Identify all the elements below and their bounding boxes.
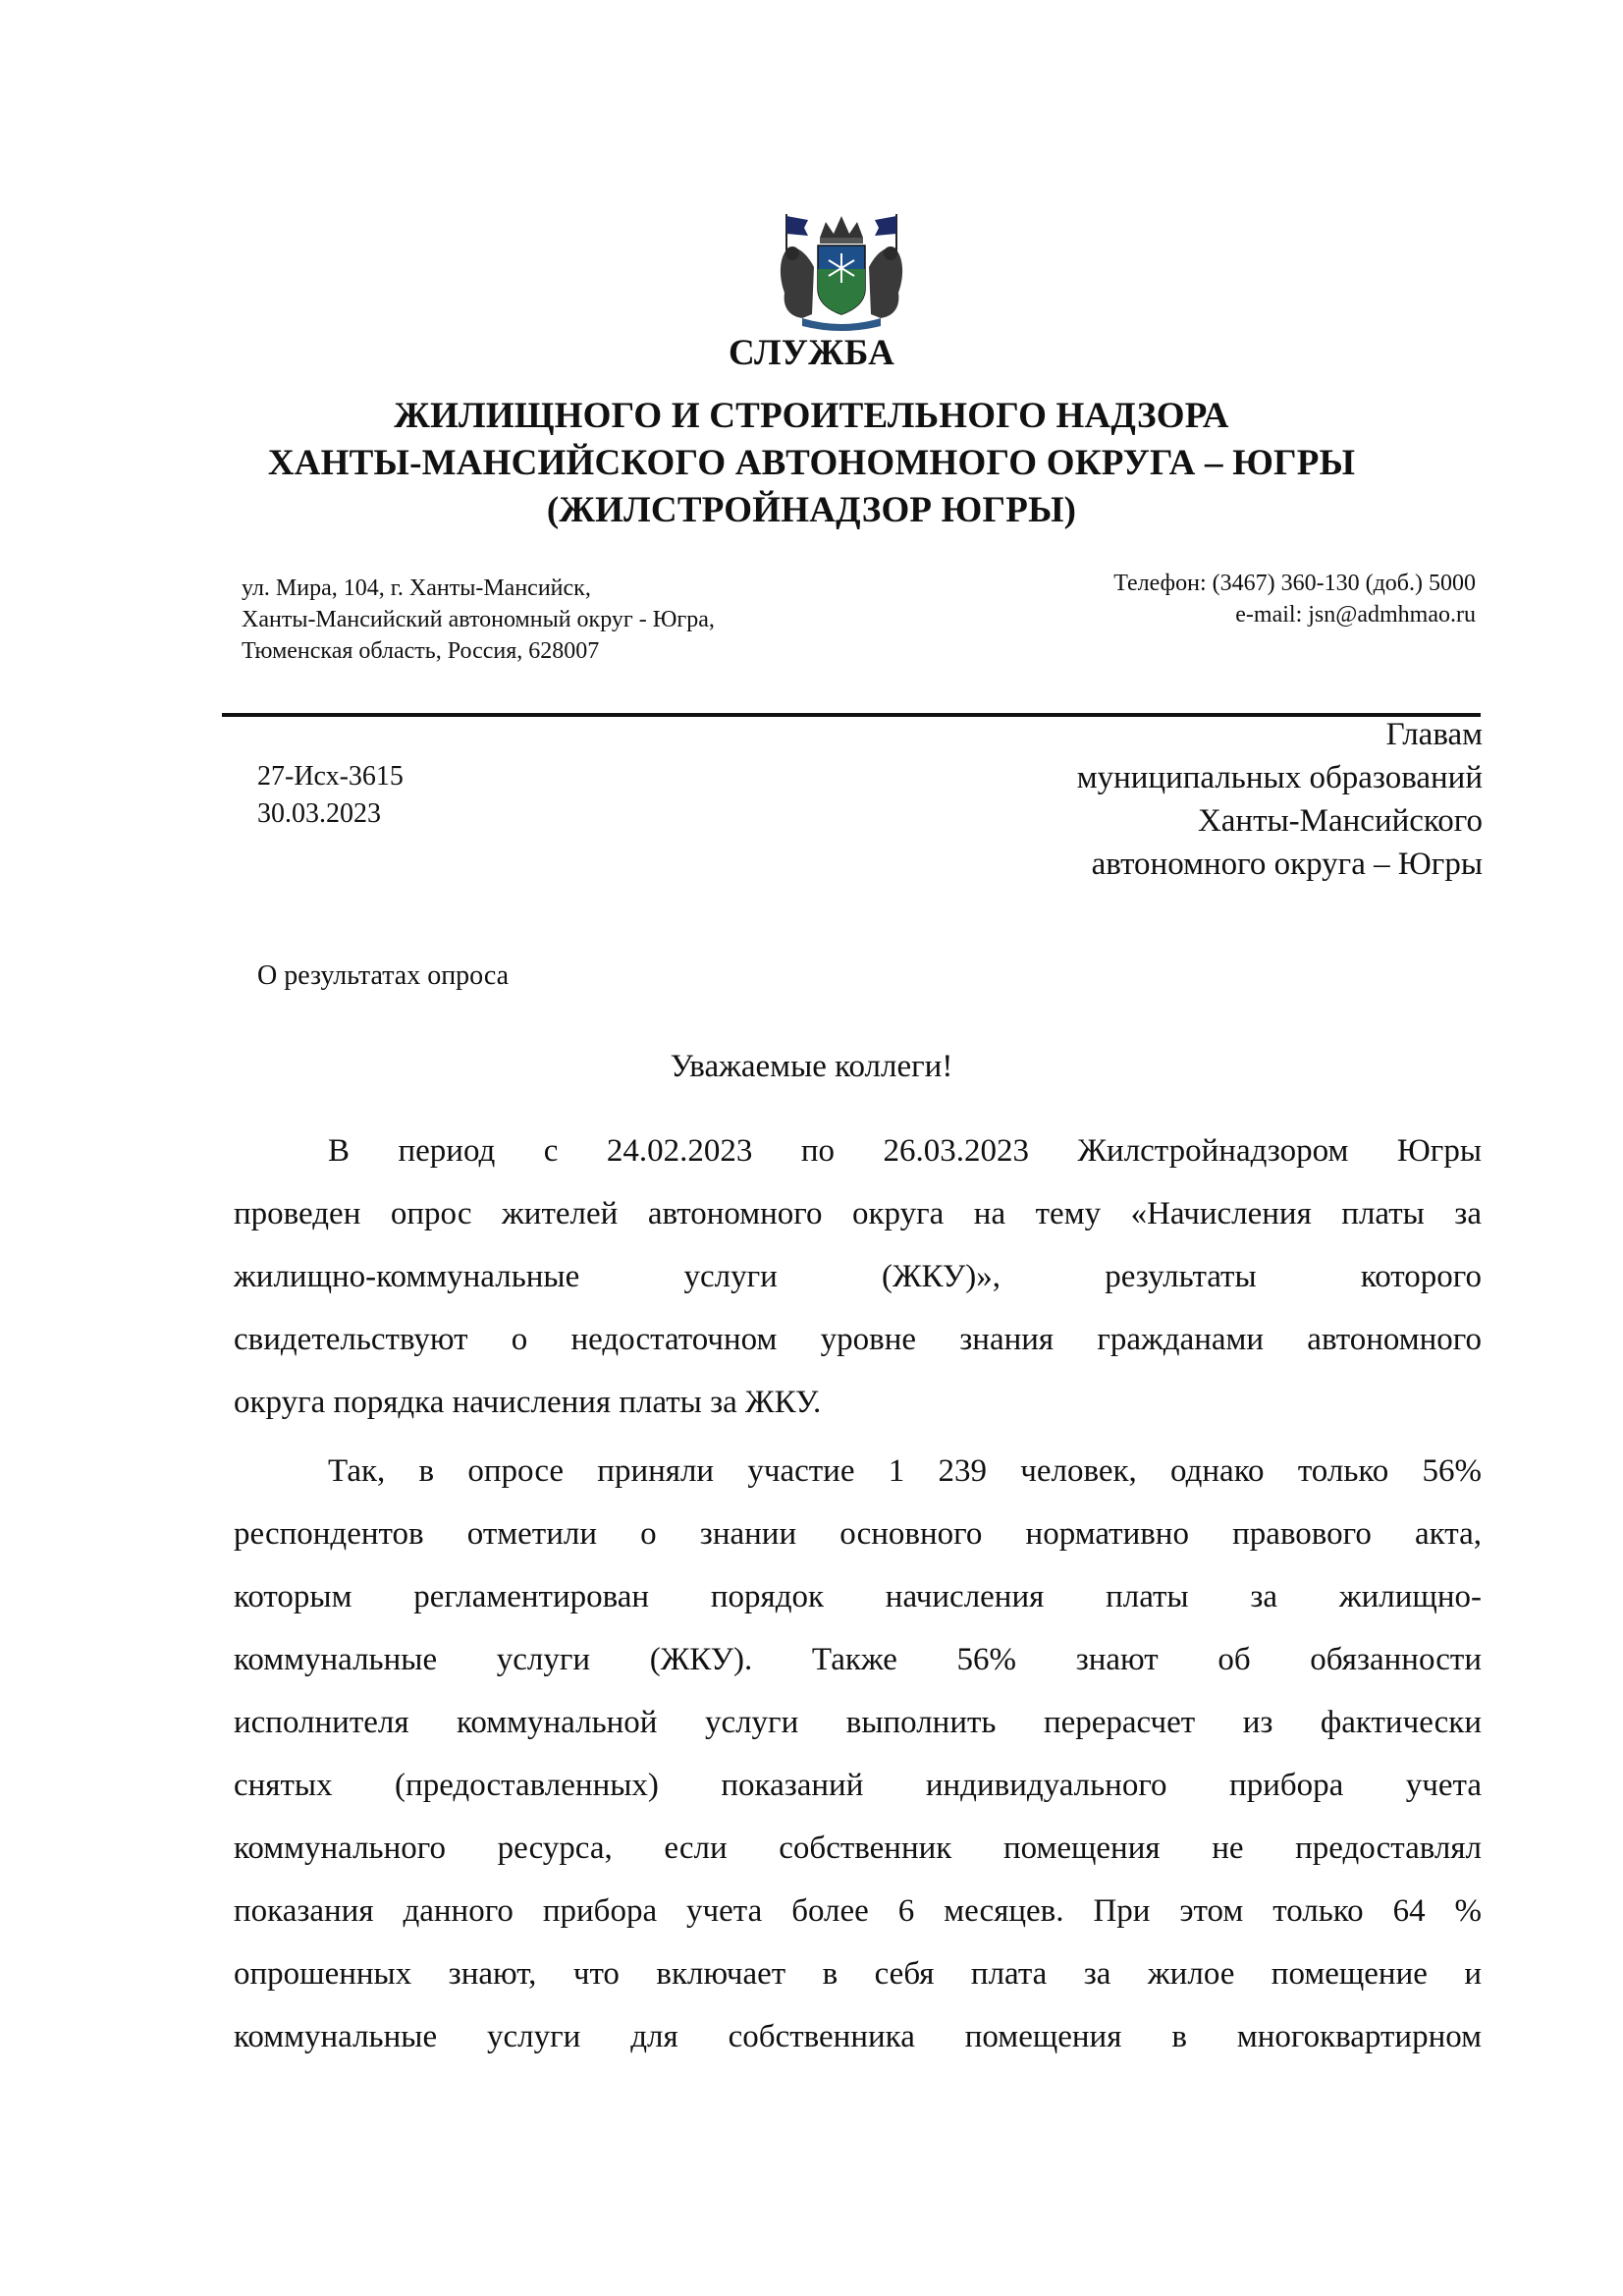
address-line: Ханты-Мансийский автономный округ - Югра, (242, 607, 715, 632)
postal-address (242, 573, 715, 667)
body-paragraph (234, 1440, 1482, 2068)
paragraph-line: коммунальные услуги для собственника помещения в многоквартирном (234, 2019, 1482, 2054)
organization-name-line: ЖИЛИЩНОГО И СТРОИТЕЛЬНОГО НАДЗОРА (394, 396, 1229, 436)
paragraph-line: снятых (предоставленных) показаний индивидуального прибора учета (234, 1768, 1482, 1803)
addressee-line: Главам (1385, 717, 1483, 752)
phone-number: Телефон: (3467) 360-130 (доб.) 5000 (1113, 571, 1476, 596)
organization-name (0, 330, 1623, 534)
letter-subject: О результатах опроса (257, 960, 510, 991)
paragraph-line: В период с 24.02.2023 по 26.03.2023 Жилстройнадзором Югры (328, 1133, 1482, 1169)
paragraph-line: коммунального ресурса, если собственник помещения не предоставлял (234, 1831, 1482, 1866)
organization-name-line: ХАНТЫ-МАНСИЙСКОГО АВТОНОМНОГО ОКРУГА – ЮГРЫ (267, 443, 1356, 483)
email-address: e-mail: jsn@admhmao.ru (1235, 602, 1476, 628)
organization-name-line: СЛУЖБА (728, 333, 894, 373)
registration-block (257, 758, 404, 833)
addressee-line: муниципальных образований (1076, 760, 1483, 795)
paragraph-line: проведен опрос жителей автономного округа на тему «Начисления платы за (234, 1196, 1482, 1231)
addressee-line: Ханты-Мансийского (1197, 803, 1483, 839)
addressee-block (1077, 713, 1483, 886)
paragraph-line: респондентов отметили о знании основного нормативно правового акта, (234, 1516, 1482, 1552)
paragraph-line: исполнителя коммунальной услуги выполнить перерасчет из фактически (234, 1705, 1482, 1740)
paragraph-line: свидетельствуют о недостаточном уровне знания гражданами автономного (234, 1322, 1482, 1357)
paragraph-line: жилищно-коммунальные услуги (ЖКУ)», результаты которого (234, 1259, 1482, 1294)
paragraph-line: округа порядка начисления платы за ЖКУ. (234, 1385, 822, 1420)
contact-info (1113, 568, 1476, 630)
organization-name-line: (ЖИЛСТРОЙНАДЗОР ЮГРЫ) (546, 490, 1077, 530)
coat-of-arms-icon (769, 208, 914, 334)
body-paragraph (234, 1120, 1482, 1434)
address-line: ул. Мира, 104, г. Ханты-Мансийск, (242, 575, 591, 601)
registration-number: 27-Исх-3615 (257, 761, 404, 792)
paragraph-line: Так, в опросе приняли участие 1 239 человек, однако только 56% (328, 1453, 1482, 1489)
paragraph-line: коммунальные услуги (ЖКУ). Также 56% знают об обязанности (234, 1642, 1482, 1677)
addressee-line: автономного округа – Югры (1091, 847, 1483, 882)
address-line: Тюменская область, Россия, 628007 (242, 638, 600, 664)
greeting: Уважаемые коллеги! (670, 1049, 953, 1084)
paragraph-line: которым регламентирован порядок начисления платы за жилищно- (234, 1579, 1482, 1614)
paragraph-line: показания данного прибора учета более 6 месяцев. При этом только 64 % (234, 1893, 1482, 1929)
registration-date: 30.03.2023 (257, 798, 381, 829)
paragraph-line: опрошенных знают, что включает в себя плата за жилое помещение и (234, 1956, 1482, 1992)
